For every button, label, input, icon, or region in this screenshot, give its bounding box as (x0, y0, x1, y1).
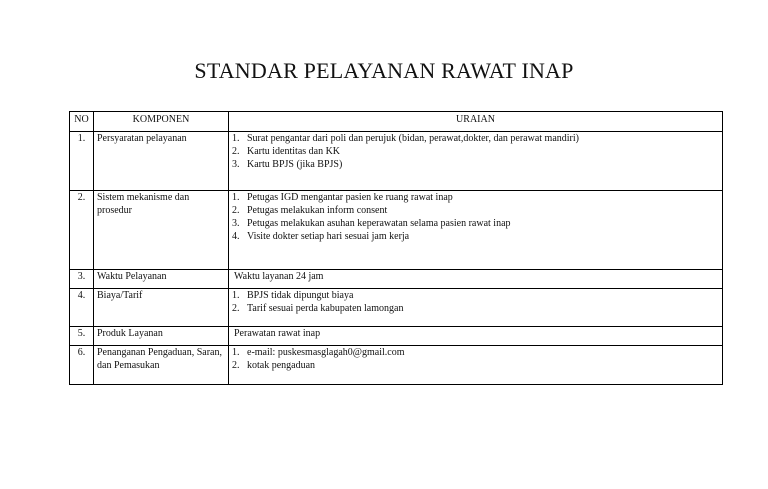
row-uraian (229, 289, 723, 327)
row-uraian (229, 346, 723, 385)
header-no: NO (70, 112, 94, 132)
row-komponen: Biaya/Tarif (94, 289, 229, 327)
row-number: 6. (70, 346, 94, 385)
row-uraian (229, 270, 723, 289)
table-row (70, 132, 723, 191)
row-number: 3. (70, 270, 94, 289)
row-number: 2. (70, 191, 94, 270)
uraian-text: Waktu layanan 24 jam (234, 271, 324, 282)
page-title: STANDAR PELAYANAN RAWAT INAP (194, 58, 574, 83)
row-number: 5. (70, 327, 94, 346)
list-item: 1. Surat pengantar dari poli dan perujuk (bidan, perawat,dokter, dan perawat mandiri) (232, 133, 579, 144)
table-row (70, 191, 723, 270)
table-row (70, 346, 723, 385)
header-komponen: KOMPONEN (94, 112, 229, 132)
list-item: 1. BPJS tidak dipungut biaya (232, 290, 354, 301)
row-komponen: Persyaratan pelayanan (94, 132, 229, 191)
table-header-row (70, 112, 723, 132)
service-standard-table (69, 111, 723, 385)
list-item: 2. Kartu identitas dan KK (232, 146, 341, 157)
list-item: 2. Petugas melakukan inform consent (232, 205, 388, 216)
row-komponen: Waktu Pelayanan (94, 270, 229, 289)
row-uraian (229, 191, 723, 270)
list-item: 1. Petugas IGD mengantar pasien ke ruang rawat inap (232, 192, 453, 203)
table-row (70, 327, 723, 346)
table-row (70, 270, 723, 289)
uraian-list (232, 289, 719, 315)
list-item: 1. e-mail: puskesmasglagah0@gmail.com (232, 347, 405, 358)
row-uraian (229, 327, 723, 346)
table-row (70, 289, 723, 327)
list-item: 3. Kartu BPJS (jika BPJS) (232, 159, 343, 170)
list-item: 3. Petugas melakukan asuhan keperawatan selama pasien rawat inap (232, 218, 511, 229)
uraian-text: Perawatan rawat inap (234, 328, 321, 339)
list-item: 2. kotak pengaduan (232, 360, 316, 371)
row-komponen: Produk Layanan (94, 327, 229, 346)
header-uraian: URAIAN (229, 112, 723, 132)
row-number: 1. (70, 132, 94, 191)
row-komponen: Sistem mekanisme dan prosedur (94, 191, 229, 270)
row-number: 4. (70, 289, 94, 327)
row-uraian (229, 132, 723, 191)
row-komponen: Penanganan Pengaduan, Saran, dan Pemasukan (94, 346, 229, 385)
uraian-list (232, 346, 719, 372)
list-item: 4. Visite dokter setiap hari sesuai jam kerja (232, 231, 410, 242)
uraian-list (232, 191, 719, 243)
list-item: 2. Tarif sesuai perda kabupaten lamongan (232, 303, 404, 314)
uraian-list (232, 132, 719, 171)
